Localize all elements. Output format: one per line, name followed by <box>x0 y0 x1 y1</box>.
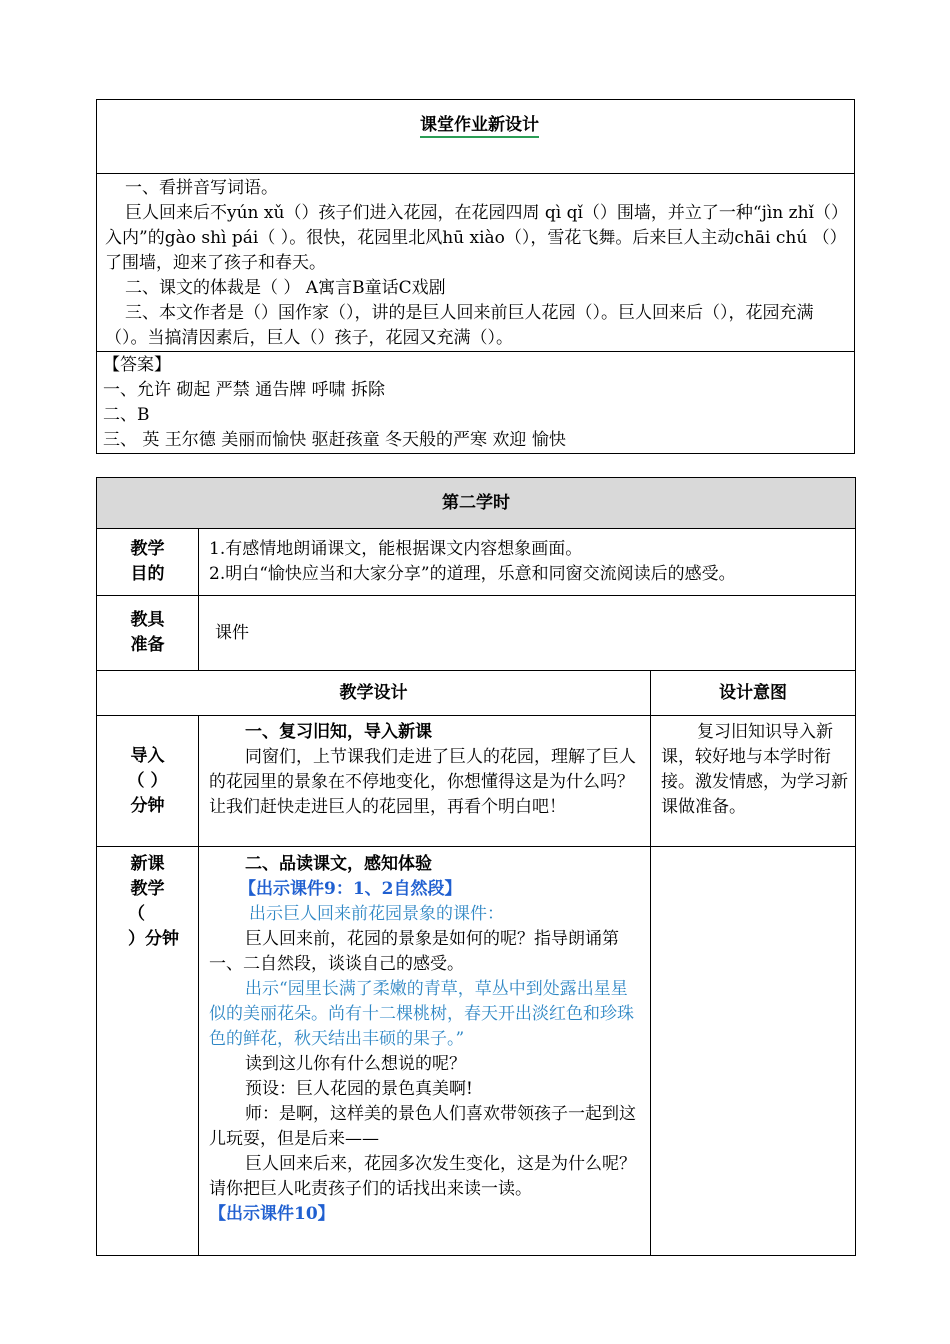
intro-content <box>199 716 651 847</box>
answer-heading: 【答案】 <box>103 355 171 375</box>
newlesson-p5: 巨人回来后来，花园多次发生变化，这是为什么呢？ <box>245 1154 636 1174</box>
lesson-heading: 第二学时 <box>97 478 856 529</box>
goal-1: 1.有感情地朗诵课文，能根据课文内容想象画面。 <box>209 539 583 559</box>
show-slide-9: 【出示课件9：1、2自然段】 <box>239 879 462 899</box>
newlesson-quote: 出示“园里长满了柔嫩的青草，草丛中到处露出星星似的美丽花朵。尚有十二棵桃树，春天开出淡红色和珍珠色的鲜花，秋天结出丰硕的果子。” <box>209 979 634 1049</box>
newlesson-intent <box>651 847 856 1256</box>
homework-table <box>96 99 855 454</box>
intro-heading: 一、复习旧知，导入新课 <box>245 722 432 742</box>
question-1-heading: 一、看拼音写词语。 <box>125 178 278 198</box>
show-slide-9-desc: 出示巨人回来前花园景象的课件： <box>249 904 504 924</box>
intro-text: 同窗们，上节课我们走进了巨人的花园，理解了巨人的花园里的景象在不停地变化，你想懂得这是为什么吗？让我们赶快走进巨人的花园里，再看个明白吧！ <box>209 747 636 817</box>
newlesson-p1: 巨人回来前，花园的景象是如何的呢？指导朗诵第一、二自然段，谈谈自己的感受。 <box>209 929 619 974</box>
intro-intent: 复习旧知识导入新课，较好地与本学时衔接。激发情感，为学习新课做准备。 <box>651 716 856 847</box>
prep-value: 课件 <box>199 596 856 671</box>
prep-label: 教具准备 <box>97 596 199 671</box>
homework-title-cell <box>97 100 855 174</box>
answer-2: 二、B <box>103 405 150 425</box>
answer-3: 三、 英 王尔德 美丽而愉快 驱赶孩童 冬天般的严寒 欢迎 愉快 <box>103 430 566 450</box>
newlesson-label: 新课 教学 （ ）分钟 <box>97 847 199 1256</box>
design-column-header: 教学设计 <box>97 671 651 716</box>
lesson-plan-table <box>96 477 856 1256</box>
newlesson-p2: 读到这儿你有什么想说的呢？ <box>245 1054 466 1074</box>
homework-title: 课堂作业新设计 <box>420 114 539 138</box>
intent-column-header: 设计意图 <box>651 671 856 716</box>
newlesson-p6: 请你把巨人叱责孩子们的话找出来读一读。【出示课件10】 <box>209 1179 532 1224</box>
question-1-text: 巨人回来后不yún xǔ（）孩子们进入花园，在花园四周 qì qǐ（）围墙，并立了一种“jìn zhǐ（）入内”的gào shì pái（ ）。很快，花园里北风hū xiào（），雪花飞舞。后来巨人主动chāi chú （）了围墙，迎来了孩子和春天。 <box>105 203 848 273</box>
question-2: 二、课文的体裁是（ ） A寓言B童话C戏剧 <box>125 278 446 298</box>
newlesson-p3: 预设：巨人花园的景色真美啊! <box>245 1079 473 1099</box>
goal-2: 2.明白“愉快应当和大家分享”的道理，乐意和同窗交流阅读后的感受。 <box>209 564 736 584</box>
newlesson-heading: 二、品读课文，感知体验 <box>245 854 432 874</box>
question-3: 三、本文作者是（）国作家（），讲的是巨人回来前巨人花园（）。巨人回来后（），花园充满（）。当搞清因素后，巨人（）孩子，花园又充满（）。 <box>105 303 814 348</box>
show-slide-10: 【出示课件10】 <box>209 1204 335 1224</box>
newlesson-p4: 师：是啊，这样美的景色人们喜欢带领孩子一起到这儿玩耍，但是后来—— <box>209 1104 636 1149</box>
intro-label: 导入 （ ） 分钟 <box>97 716 199 847</box>
goal-cell <box>199 529 856 596</box>
homework-answers <box>97 352 855 454</box>
answer-1: 一、允许 砌起 严禁 通告牌 呼啸 拆除 <box>103 380 386 400</box>
homework-questions <box>97 174 855 352</box>
goal-label: 教学目的 <box>97 529 199 596</box>
newlesson-content <box>199 847 651 1256</box>
